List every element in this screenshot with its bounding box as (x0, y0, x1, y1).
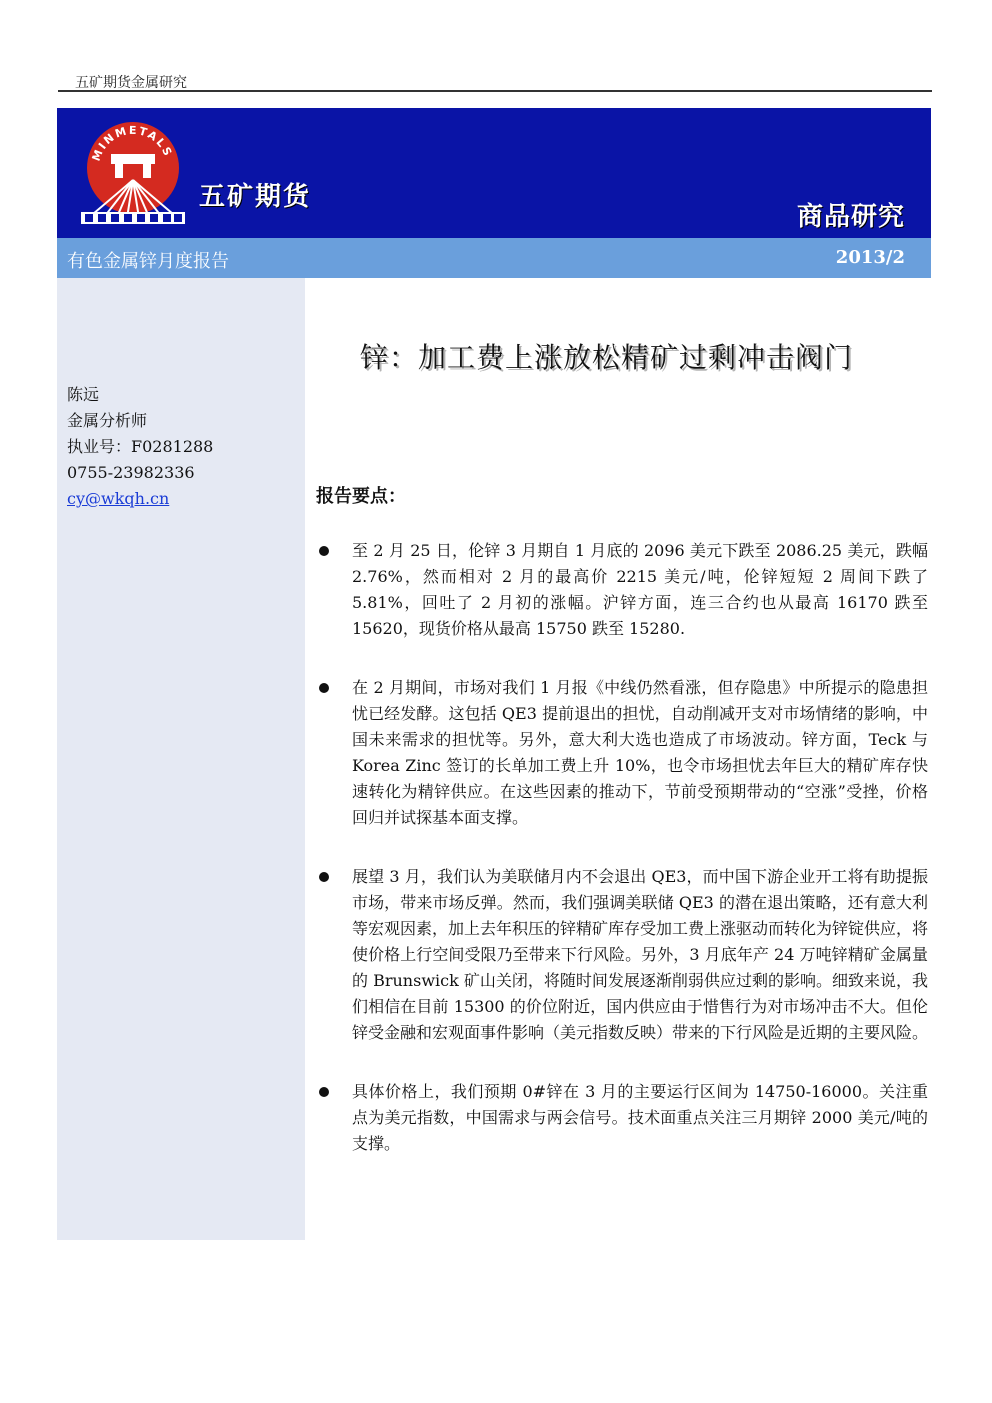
brand-name: 五矿期货 (199, 182, 312, 212)
key-point (316, 538, 928, 642)
banner (57, 108, 931, 238)
header-divider (58, 90, 932, 92)
author-role: 金属分析师 (67, 411, 148, 430)
svg-text:MINMETALS: MINMETALS (89, 123, 176, 163)
bullet-icon (319, 546, 329, 556)
sidebar (57, 278, 305, 1240)
report-type-bar (57, 238, 931, 278)
bullet-icon (319, 1087, 329, 1097)
author-phone: 0755-23982336 (67, 463, 195, 482)
bullet-icon (319, 683, 329, 693)
key-point (316, 864, 928, 1046)
author-email-link[interactable]: cy@wkqh.cn (67, 489, 170, 508)
key-points-list (316, 538, 928, 1190)
author-name: 陈远 (67, 385, 100, 404)
report-type: 有色金属锌月度报告 (67, 251, 229, 272)
key-point (316, 1079, 928, 1157)
report-title: 锌：加工费上涨放松精矿过剩冲击阀门 (360, 341, 854, 374)
report-date: 2013/2 (835, 247, 905, 268)
key-point-text: 至 2 月 25 日，伦锌 3 月期自 1 月底的 2096 美元下跌至 2086.25 美元，跌幅 2.76%，然而相对 2 月的最高价 2215 美元/吨，伦锌短短 2 周间下跌了 5.81%，回吐了 2 月初的涨幅。沪锌方面，连三合约也从最高 16170 跌至 15620，现货价格从最高 15750 跌至 15280. (352, 541, 928, 638)
minmetals-logo (81, 120, 185, 224)
key-point (316, 675, 928, 831)
page-header: 五矿期货金属研究 (75, 75, 187, 91)
key-point-text: 展望 3 月，我们认为美联储月内不会退出 QE3，而中国下游企业开工将有助提振市场，带来市场反弹。然而，我们强调美联储 QE3 的潜在退出策略，还有意大利等宏观因素，加上去年积压的锌精矿库存受加工费上涨驱动而转化为锌锭供应，将使价格上行空间受限乃至带来下行风险。另外，3 月底年产 24 万吨锌精矿金属量的 Brunswick 矿山关闭，将随时间发展逐渐削弱供应过剩的影响。细致来说，我们相信在目前 15300 的价位附近，国内供应由于惜售行为对市场冲击不大。但伦锌受金融和宏观面事件影响（美元指数反映）带来的下行风险是近期的主要风险。 (352, 867, 929, 1042)
author-license: 执业号：F0281288 (67, 437, 214, 456)
bullet-icon (319, 872, 329, 882)
key-point-text: 具体价格上，我们预期 0#锌在 3 月的主要运行区间为 14750-16000。关注重点为美元指数，中国需求与两会信号。技术面重点关注三月期锌 2000 美元/吨的支撑。 (352, 1082, 928, 1153)
research-label: 商品研究 (796, 202, 905, 232)
key-point-text: 在 2 月期间，市场对我们 1 月报《中线仍然看涨，但存隐患》中所提示的隐患担忧已经发酵。这包括 QE3 提前退出的担忧，自动削减开支对市场情绪的影响，中国未来需求的担忧等。另外，意大利大选也造成了市场波动。锌方面，Teck 与 Korea Zinc 签订的长单加工费上升 10%，也令市场担忧去年巨大的精矿库存快速转化为精锌供应。在这些因素的推动下，节前受预期带动的“空涨”受挫，价格回归并试探基本面支撑。 (352, 678, 928, 827)
author-info (67, 382, 213, 512)
key-points-heading: 报告要点： (316, 486, 406, 507)
